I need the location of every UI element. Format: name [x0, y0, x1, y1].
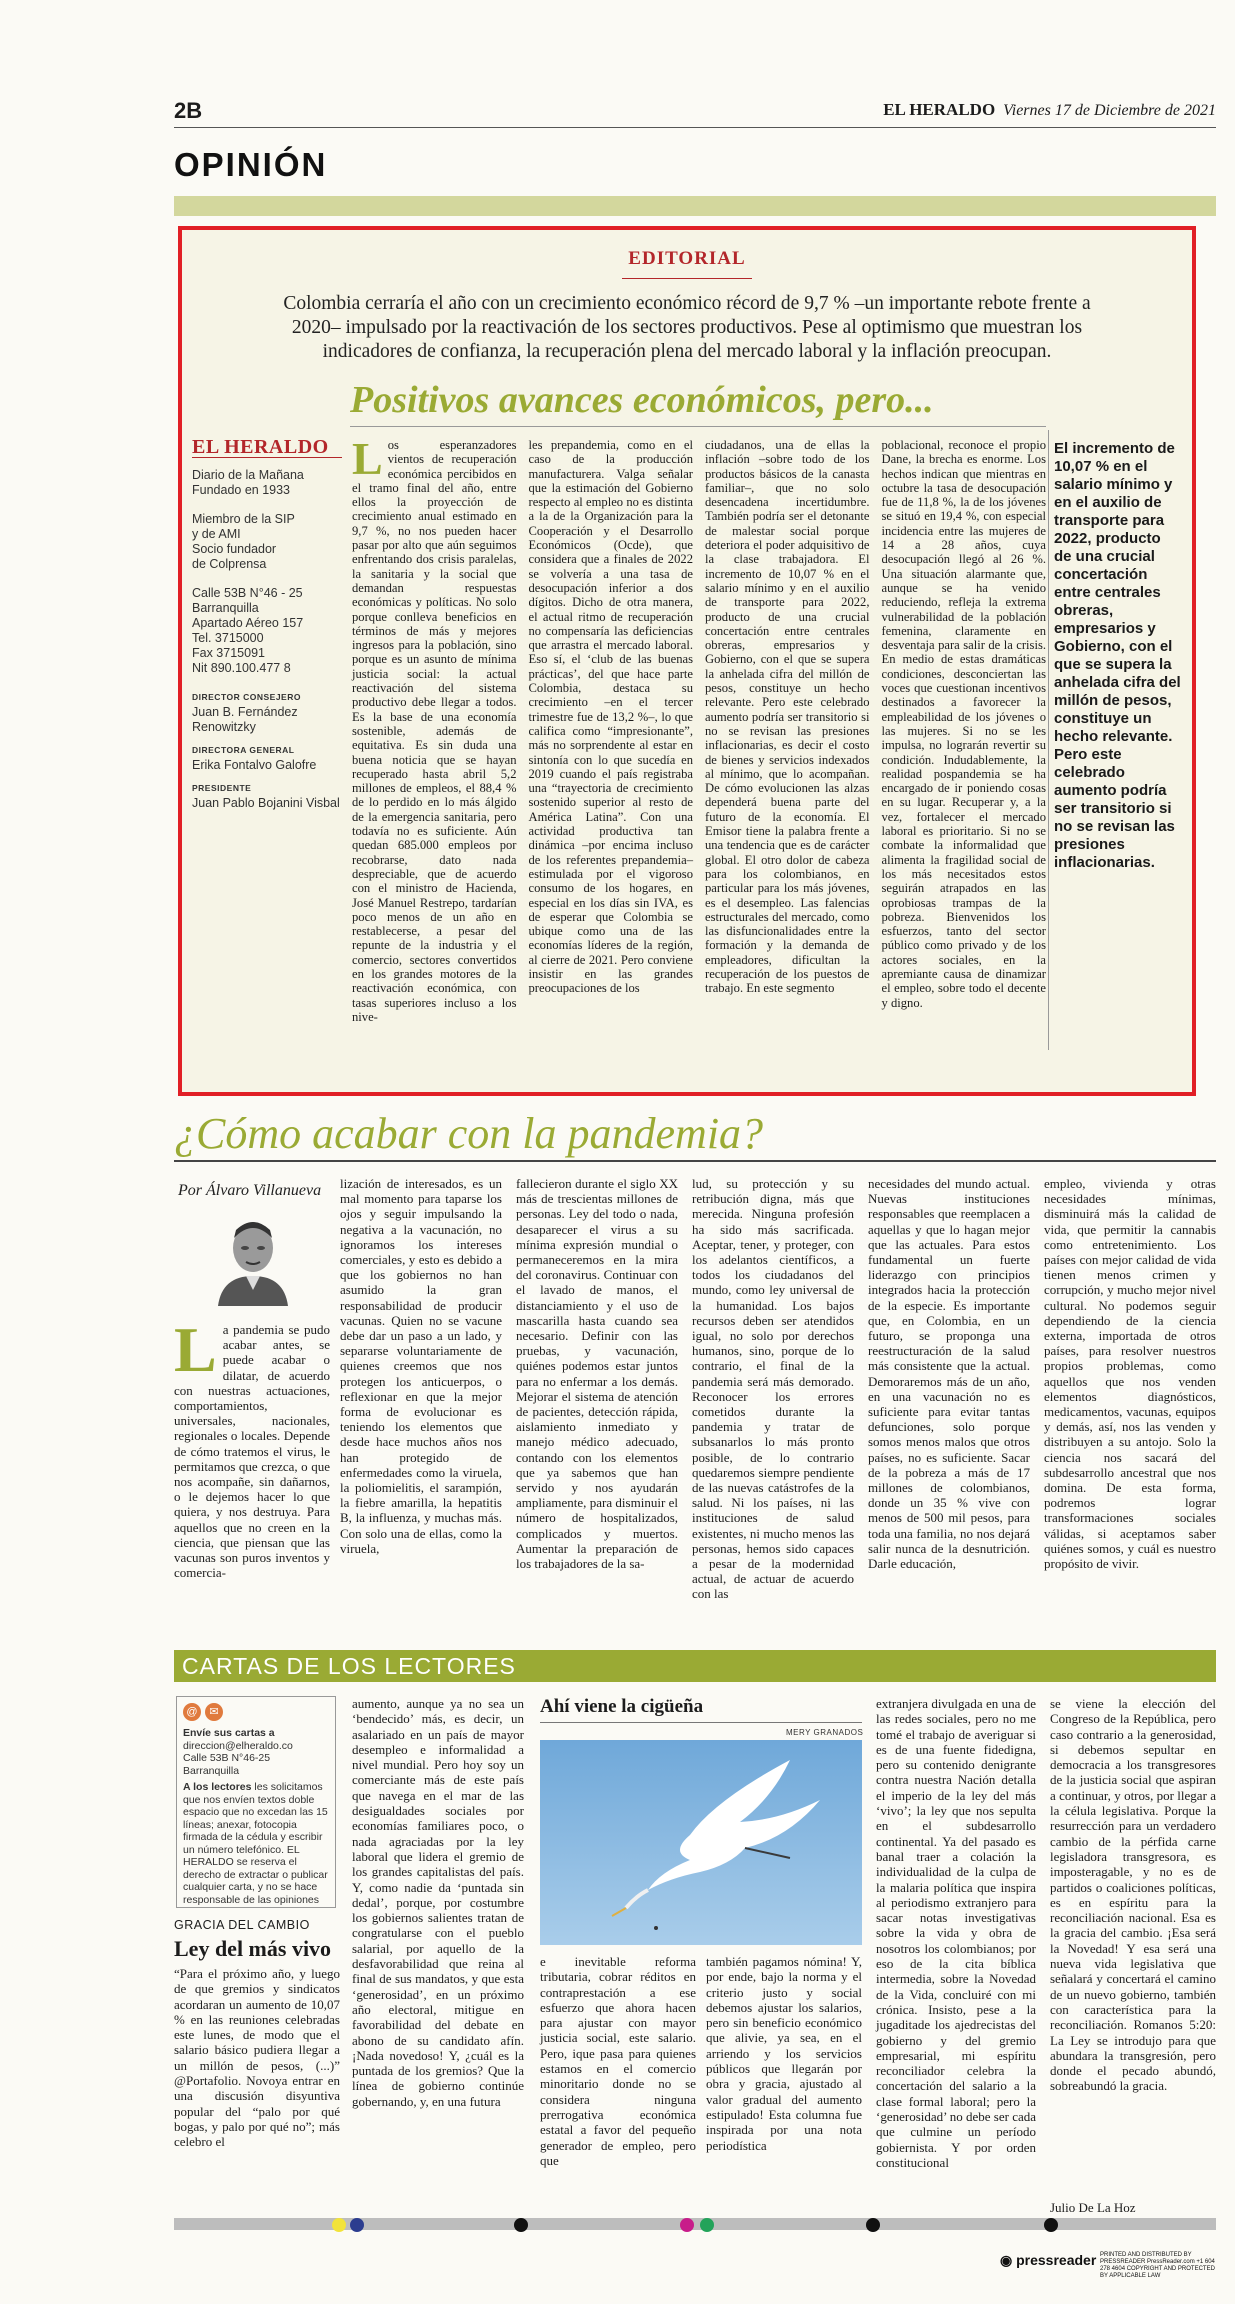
letter-column-3a: e inevitable reforma tributaria, cobrar réditos en contraprestación a ese esfuerzo que ahora hacen para ajustar con mayor justicia social, este salario. Pero, ique pasa para quienes estamos en el comercio minoritario donde no se considera ninguna prerrogativa económica estatal a favor del pequeño generador de empleo, pero que: [540, 1954, 696, 2168]
drop-cap: L: [174, 1314, 217, 1385]
opinion-column-1: [174, 1314, 330, 1640]
masthead-line: Miembro de la SIP: [192, 512, 295, 526]
general-director-label: DIRECTORA GENERAL: [192, 745, 295, 755]
opinion-column-3-top: [516, 1176, 678, 1572]
editorial-column-4: poblacional, reconoce el propio Dane, la brecha es enorme. Los hechos indican que mientras en octubre la tasa de desocupación fue de 11,8 %, la de los jóvenes se situó en 19,4 %, con especial incidencia entre las mujeres de 14 a 28 años, cuya desocupación llegó al 26 %. Una situación alarmante que, aunque se ha venido reduciendo, refleja la extrema vulnerabilidad de la población femenina, claramente en desventaja para salir de la crisis. En medio de estas dramáticas condiciones, desconciertan las voces que cuestionan incentivos destinados a favorecer la empleabilidad de los jóvenes o las mujeres. Si no se les impulsa, no lograrán revertir su condición. Indudablemente, la realidad pospandemia se ha encargado de ir poniendo cosas en su lugar. Recuperar y, a la vez, fortalecer el mercado laboral es prioritario. Si no se combate la informalidad que alimenta la fragilidad social de los más necesitados estos seguirán atrapados en las oprobiosas trampas de la pobreza. Bienvenidos los esfuerzos, tanto del sector público como privado y de los actores sociales, en la apremiante causa de dinamizar el empleo, sobre todo el decente y digno.: [881, 438, 1046, 1010]
masthead-line: Fundado en 1933: [192, 483, 291, 497]
letter-title: Ley del más vivo: [174, 1936, 332, 1961]
opinion-column-6: [1044, 1176, 1216, 1640]
opinion-headline: ¿Cómo acabar con la pandemia?: [174, 1109, 764, 1158]
send-title: Envíe sus cartas a: [183, 1727, 275, 1739]
page-header: [174, 96, 1216, 126]
egret-photo: [540, 1740, 862, 1945]
masthead-founded: [192, 468, 342, 498]
masthead: [192, 436, 342, 811]
masthead-line: Diario de la Mañana: [192, 468, 304, 482]
editorial-headline: Positivos avances económicos, pero...: [350, 379, 934, 421]
drop-cap: L: [352, 433, 383, 484]
masthead-line: Barranquilla: [192, 601, 259, 615]
at-icon: @: [183, 1703, 201, 1721]
letter-column-3b: también pagamos nómina! Y, por ende, bajo la norma y el criterio justo y social debemos ajustar los salarios, pero sin beneficio económico que alivie, ya sea, en el arriendo y los servicios públicos que llegarán por obra y gracia, ajustado al valor gradual del aumento estipulado! Esta columna fue inspirada por una nota periodística: [706, 1954, 862, 2153]
section-bar: [174, 196, 1216, 216]
president-name: Juan Pablo Bojanini Visbal: [192, 796, 340, 810]
page-number: 2B: [174, 98, 203, 123]
editorial-label-rule: [622, 278, 752, 279]
masthead-line: Nit 890.100.477 8: [192, 661, 291, 675]
registration-dot-magenta: [680, 2218, 694, 2232]
registration-dot-black: [514, 2218, 528, 2232]
letter-label: GRACIA DEL CAMBIO: [174, 1918, 310, 1932]
editorial-text: os esperanzadores vientos de recuperación económica percibidos en el tramo final del año, entre ellos la proyección de crecimiento anual estimado en 9,7 %, no nos pueden hacer pasar por alto que aún seguimos enfrentando dos crisis paralelas, la sanitaria y la social que demandan respuestas económicas y políticas. No solo porque conlleva beneficios en términos de más y mejores ingresos para la población, sino porque es un asunto de mínima justicia social: la actual reactivación del sistema productivo debe llegar a todos. Es la base de una economía sostenible, además de equitativa. Es sin duda una buena noticia que se hayan recuperado hasta abril 5,2 millones de empleos, el 88,4 % de lo perdido en lo más álgido de la emergencia sanitaria, pero todavía no es suficiente. Aún quedan 685.000 empleos por recobrarse, dato nada despreciable, que de acuerdo con el ministro de Hacienda, José Manuel Restrepo, tardarían poco menos de un año en restablecerse, a pesar del repunte de la industria y el comercio, sectores convertidos en los grandes motores de la reactivación económica, con tasas superiores incluso a los nive-: [352, 438, 517, 1024]
masthead-line: Fax 3715091: [192, 646, 265, 660]
opinion-text: a pandemia se pudo acabar antes, se puede acabar o dilatar, de acuerdo con nuestras actuaciones, comportamientos, universales, nacionales, regionales o locales. Depende de cómo tratemos el virus, le permitamos que crezca, o que nos acompañe, sin dañarnos, o le dejemos hacer lo que quiera, y nos destruya. Para aquellos que no creen en la ciencia, que piensan que las vacunas son puros inventos y comercia-: [174, 1322, 330, 1581]
editorial-pullquote: El incremento de 10,07 % en el salario mínimo y en el auxilio de transporte para 2022, producto de una crucial concertación entre centrales obreras, empresarios y Gobierno, con el que se supera la anhelada cifra del millón de pesos, constituye un hecho relevante. Pero este celebrado aumento podría ser transitorio si no se revisan las presiones inflacionarias.: [1054, 440, 1181, 871]
opinion-column-5-top: [868, 1176, 1030, 1572]
letter-column-2: aumento, aunque ya no sea un ‘bendecido’ más, es decir, un asalariado en un país de mayor desempleo e informalidad a nivel mundial. Pero hoy soy un comerciante más de este país que navega en el mar de las desigualdades sociales por economías familiares poco, o nada agraciadas por la ley laboral que lidera el gremio de los grandes capitalistas del país. Y, como nadie da ‘puntada sin dedal’, porque, por costumbre los gobiernos salientes tratan de congratularse con el pueblo salarial, por aquello de la desfavorabilidad que reina al final de sus mandatos, y que esta ‘generosidad’, en un próximo año electoral, mitigue en favorabilidad del debate en abono de su candidato afín. ¡Nada novedoso! Y, ¿cuál es la puntada de los gremios? Que la línea de gobierno continúe gobernando, y, en una futura: [352, 1696, 524, 2109]
pressreader-icon: ◉: [1000, 2252, 1017, 2268]
opinion-column-4-top: [692, 1176, 854, 1602]
letters-section-bar: CARTAS DE LOS LECTORES: [174, 1650, 1216, 1682]
paper-name: EL HERALDO: [883, 100, 996, 119]
masthead-address: [192, 586, 342, 676]
photo-title-rule: [540, 1722, 862, 1723]
editorial-headline-rule: [350, 426, 1046, 427]
photo-credit: MERY GRANADOS: [786, 1728, 864, 1737]
send-instructions-bold: A los lectores: [183, 1781, 252, 1793]
letter-column-5: se viene la elección del Congreso de la República, pero caso contrario a la generosidad, si debemos sepultar en democracia a los transgresores de la justicia social que aspiran a continuar, y otros, por llegar a la célula legislativa. Porque la resurrección para un verdadero cambio de la pérfida carne legisladora transgresora, es imposteragable, y no es de partidos o coaliciones políticas, es en espíritu para la reconciliación nacional. Esa es la gracia del cambio. ¡Esa será la Novedad! Y esa será una nueva vida legislativa que señalará y concertará el camino de un nuevo gobierno, también con característica para la reconciliación. Romanos 5:20: La Ley se introdujo para que abundara la transgresión, pero donde el pecado abundó, sobreabundó la gracia.: [1050, 1696, 1216, 2094]
photo-title: Ahí viene la cigüeña: [540, 1696, 704, 1717]
send-address: Calle 53B N°46-25 Barranquilla: [183, 1752, 271, 1777]
editorial-column-3: ciudadanos, una de ellas la inflación –sobre todo de los productos básicos de la canasta familiar–, que no solo desencadena incertidumbre. También podría ser el detonante de malestar social porque deteriora el poder adquisitivo de la clase trabajadora. El incremento de 10,07 % en el salario mínimo y en el auxilio de transporte para 2022, producto de una crucial concertación entre centrales obreras, empresarios y Gobierno, con el que se supera la anhelada cifra del millón de pesos, constituye un hecho relevante. Pero este celebrado aumento podría ser transitorio si no se revisan las presiones inflacionarias, es decir el costo de bienes y servicios indexados al mínimo, que lo acompañan. De cómo evolucionen las alzas dependerá buena parte del futuro de la economía. El Emisor tiene la palabra frente a una tendencia que es de carácter global. El otro dolor de cabeza para los colombianos, en particular para los más jóvenes, es el desempleo. Las falencias estructurales del mercado, como las disfuncionalidades entre la formación y la demanda de empleadores, dificultan la recuperación de los puestos de trabajo. En este segmento: [705, 438, 870, 996]
opinion-text: necesidades del mundo actual. Nuevas instituciones responsables que reemplacen a aquellas y que lo hagan mejor que las actuales. Para estos fundamental un fuerte liderazgo con principios integrados hacia la protección de la especie. Es importante que, en Colombia, en un futuro, se proponga una reestructuración de la salud más consistente que la actual. Demoraremos más de un año, en una vacunación no es suficiente para evitar tantas defunciones, solo porque somos menos malos que otros países, no es suficiente. Sacar de la pobreza a más de 17 millones de colombianos, donde un 35 % vive con menos de 500 mil pesos, para toda una familia, no nos dejará salir nunca de la desnutrición. Darle educación,: [868, 1176, 1030, 1572]
issue-date: Viernes 17 de Diciembre de 2021: [1003, 102, 1216, 119]
registration-dot-green: [700, 2218, 714, 2232]
masthead-line: de Colprensa: [192, 557, 267, 571]
editorial-box: [178, 226, 1196, 1096]
director-label: DIRECTOR CONSEJERO: [192, 692, 301, 702]
masthead-line: Apartado Aéreo 157: [192, 616, 304, 630]
header-rule: [174, 127, 1216, 128]
mail-icon: ✉: [205, 1703, 223, 1721]
pressreader-logo: [1000, 2252, 1096, 2269]
registration-dot-blue: [350, 2218, 364, 2232]
editorial-lead: Colombia cerraría el año con un crecimiento económico récord de 9,7 % –un importante rebote frente a 2020– impulsado por la reactivación de los sectores productivos. Pese al optimismo que muestran los indicadores de confianza, la recuperación plena del mercado laboral y la inflación preocupan.: [283, 293, 1091, 362]
opinion-text: lización de interesados, es un mal momento para taparse los ojos y seguir impulsando la negativa a la vacunación, no ignoramos los intereses comerciales, y esto es debido a que los gobiernos no han asumido la gran responsabilidad de producir vacunas. Quien no se vacune debe dar un paso a un lado, y separarse voluntariamente de quienes creemos que nos protegen los anticuerpos, o reflexionar en que la mejor forma de evolucionar es teniendo los elementos que desde hace muchos años nos han protegido de enfermedades como la viruela, la poliomielitis, el sarampión, la fiebre amarilla, la hepatitis B, la influenza, y muchas más. Con solo una de ellas, como la viruela,: [340, 1176, 502, 1556]
send-email[interactable]: direccion@elheraldo.co: [183, 1739, 293, 1752]
send-instructions-text: les solicitamos que nos envíen textos doble espacio que no excedan las 15 líneas; anexar, fotocopia firmada de la cédula y escribir un número telefónico. EL HERALDO se reserva el derecho de extractar o publicar cualquier carta, y no se hace responsable de las opiniones: [183, 1781, 328, 1906]
opinion-byline: Por Álvaro Villanueva: [178, 1182, 322, 1199]
letters-info-box: [176, 1696, 336, 1908]
masthead-memberships: [192, 512, 342, 572]
pressreader-fine-print: PRINTED AND DISTRIBUTED BY PRESSREADER PressReader.com +1 604 278 4604 COPYRIGHT AND PROTECTED BY APPLICABLE LAW: [1100, 2252, 1215, 2279]
registration-dot-black: [866, 2218, 880, 2232]
opinion-column-2-top: [340, 1176, 502, 1556]
president-label: PRESIDENTE: [192, 783, 252, 793]
editorial-column-2: les prepandemia, como en el caso de la producción manufacturera. Valga señalar que la estimación del Gobierno respecto al empleo no es distinta a la de la Organización para la Cooperación y el Desarrollo Económicos (Ocde), que considera que a finales de 2022 se volvería a una tasa de desocupación inferior a dos dígitos. Dicho de otra manera, el actual ritmo de recuperación no compensaría las deficiencias que arrastra el mercado laboral. Eso sí, el ‘club de las buenas prácticas’, del que hace parte Colombia, destaca su crecimiento –en el tercer trimestre fue de 13,2 %–, lo que califica como “impresionante”, más no sorprendente al estar en sintonía con lo que sucedía en 2019 cuando el país registraba una “trayectoria de crecimiento sostenido superior al resto de América Latina”. Con una actividad productiva tan dinámica –por encima incluso de los referentes prepandemia– estimulada por el vigoroso consumo de los hogares, en especial en los días sin IVA, es de esperar que Colombia se ubique como una de las economías líderes de la región, al cierre de 2021. Pero conviene insistir en las grandes preocupaciones de los: [528, 438, 693, 996]
letter-column-4: extranjera divulgada en una de las redes sociales, pero no me tomé el trabajo de averiguar si es de una fuente fidedigna, pero su contenido denigrante contra nuestra Nación detalla el imperio de la ley del más ‘vivo’; la ley que nos sepulta en el subdesarrollo continental. Ya del pasado es banal traer a colación la individualidad de la culpa de la malaria política que inspira al periodismo extranjero para sacar notas investigativas sobre la vida y obra de nosotros los colombianos; por eso de la cita bíblica intermedia, sobre la Novedad de la Vida, concluiré con mi crónica. Insisto, pese a la jugaditade los ajedrecistas del gobierno y del gremio empresarial, mi espíritu reconciliador celebra la concertación del salario a la clase formal laboral; pero la ‘generosidad’ no debe ser cada que culmine un período gobiernista. Y por orden constitucional: [876, 1696, 1037, 2170]
masthead-line: y de AMI: [192, 527, 241, 541]
masthead-line: Socio fundador: [192, 542, 277, 556]
registration-dot-black: [1044, 2218, 1058, 2232]
opinion-text: fallecieron durante el siglo XX más de trescientas millones de personas. Ley del todo o nada, desaparecer el virus a su mínima expresión mundial o permaneceremos en la mira del coronavirus. Continuar con el lavado de manos, el distanciamiento y el uso de mascarilla hasta cuando sea necesario. Definir con las pruebas, y vacunación, quiénes podemos estar juntos para no enfermar a los demás. Mejorar el sistema de atención de pacientes, detección rápida, aislamiento inmediato y manejo médico adecuado, contando con los elementos que ya sabemos que han servido y nos ayudarán ampliamente, para disminuir el número de hospitalizados, complicados y muertos. Aumentar la preparación de los trabajadores de la sa-: [516, 1176, 678, 1572]
masthead-line: Tel. 3715000: [192, 631, 264, 645]
editorial-column-1: [352, 433, 517, 1068]
contact-icons: [183, 1703, 329, 1721]
director-name: Juan B. Fernández Renowitzky: [192, 705, 298, 734]
opinion-text: lud, su protección y su retribución digna, más que merecida. Ninguna profesión ha sido más sacrificada. Aceptar, tener, y proteger, con los adelantos científicos, a todos los ciudadanos del mundo, como ley universal de la humanidad. Los bajos recursos deben ser atendidos igual, no solo por derechos humanos, sino, porque de lo contrario, el final de la pandemia será más demorado. Reconocer los errores cometidos durante la pandemia y tratar de subsanarlos lo más pronto posible, de lo contrario quedaremos siempre pendiente de las nuevas catástrofes de la salud. Ni los países, ni las instituciones de salud existentes, ni mucho menos las personas, hemos sido capaces a pesar de la modernidad actual, de actuar de acuerdo con las: [692, 1176, 854, 1602]
masthead-line: Calle 53B N°46 - 25: [192, 586, 303, 600]
opinion-text: empleo, vivienda y otras necesidades mínimas, disminuirá más la calidad de vida, que permitir la cannabis como entretenimiento. Los países con mejor calidad de vida tienen menos crimen y corrupción, y mucho mejor nivel cultural. No podemos seguir dependiendo de la ciencia externa, importada de otros países, para resolver nuestros propios problemas, como aquellos que nos venden elementos diagnósticos, medicamentos, vacunas, equipos y demás, así, nos las venden y distribuyen a su antojo. Solo la ciencia nos sacará del subdesarrollo ancestral que nos domina. De esta forma, podremos lograr transformaciones sociales válidas, si aceptamos saber quiénes somos, y cuál es nuestro propósito de vivir.: [1044, 1176, 1216, 1572]
editorial-label: EDITORIAL: [628, 248, 746, 269]
section-title: OPINIÓN: [174, 146, 328, 183]
letter-signature: Julio De La Hoz: [1050, 2200, 1136, 2215]
opinion-rule: [174, 1160, 1216, 1162]
send-instructions: [183, 1781, 329, 1906]
letter-column-1: “Para el próximo año, y luego de que gremios y sindicatos acordaran un aumento de 10,07 % en las reuniones celebradas este lunes, de modo que el salario básico pudiera llegar a un millón de pesos, (...)” @Portafolio. Novoya entrar en una discusión disyuntiva popular del “palo por qué bogas, y palo por qué no”; más celebro el: [174, 1966, 340, 2150]
editorial-body: [352, 433, 1046, 1068]
pressreader-text: pressreader: [1016, 2252, 1097, 2268]
masthead-logo: EL HERALDO: [192, 440, 342, 458]
registration-dot-yellow: [332, 2218, 346, 2232]
paper-date: [883, 100, 1216, 120]
print-registration-strip: [174, 2218, 1216, 2230]
general-director-name: Erika Fontalvo Galofre: [192, 758, 317, 772]
author-photo: [212, 1210, 294, 1306]
pullquote-rule: [1048, 430, 1049, 1050]
